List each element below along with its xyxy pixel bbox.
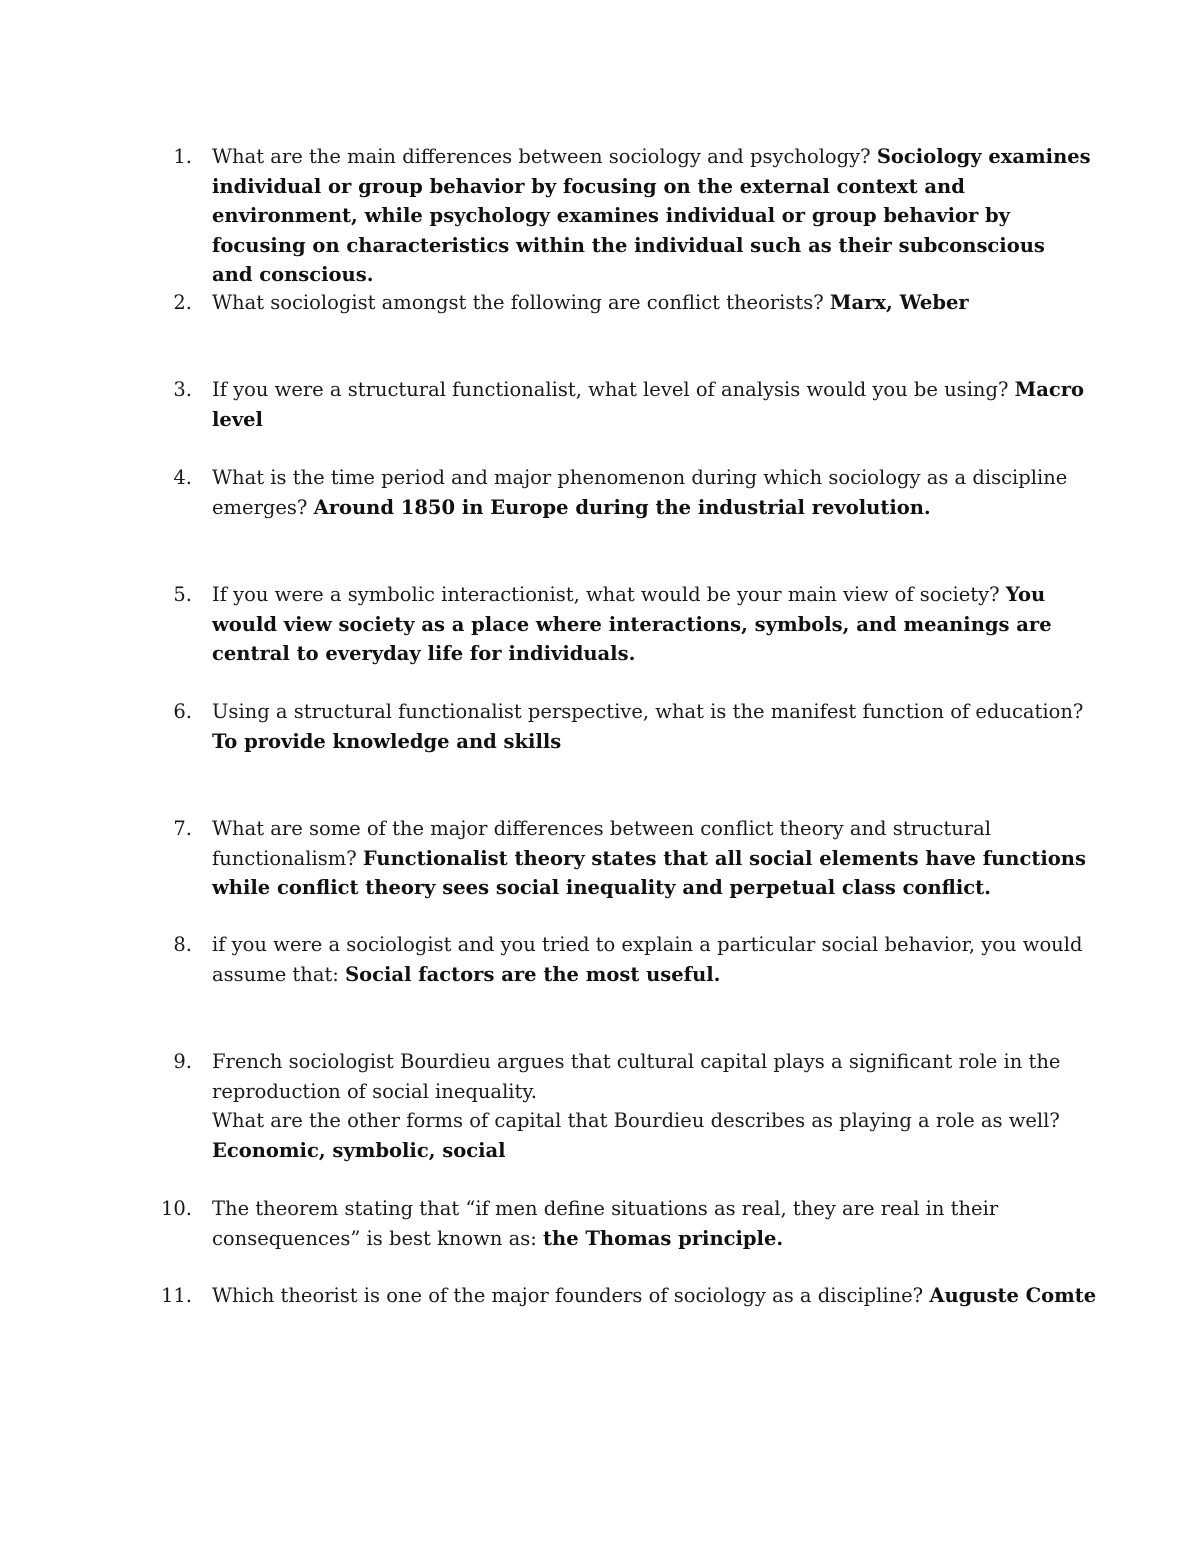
question-number: 8. <box>173 933 192 956</box>
question-text: If you were a symbolic interactionist, what would be your main view of society? <box>212 583 1006 606</box>
question-number: 6. <box>173 700 192 723</box>
question-text-continued: What are the other forms of capital that Bourdieu describes as playing a role as well? <box>212 1109 1060 1132</box>
answer-text: Social factors are the most useful. <box>345 962 721 986</box>
question-number: 2. <box>173 291 192 314</box>
question-text: What are the main differences between sociology and psychology? <box>212 145 877 168</box>
question-text: What sociologist amongst the following are conflict theorists? <box>212 291 830 314</box>
question-number: 10. <box>160 1197 192 1220</box>
question-number: 5. <box>173 583 192 606</box>
question-number: 9. <box>173 1050 192 1073</box>
question-text: Using a structural functionalist perspective, what is the manifest function of education? <box>212 700 1084 723</box>
question-item-11 <box>160 1281 1112 1311</box>
question-item-4 <box>173 463 1092 522</box>
question-text: If you were a structural functionalist, what level of analysis would you be using? <box>212 378 1015 401</box>
question-item-5 <box>173 580 1092 669</box>
question-text: French sociologist Bourdieu argues that cultural capital plays a significant role in the reproduction of social inequality. <box>212 1050 1061 1103</box>
question-item-2 <box>173 288 1092 318</box>
question-number: 11. <box>160 1284 192 1307</box>
answer-text: Auguste Comte <box>929 1284 1097 1307</box>
answer-text: Economic, symbolic, social <box>212 1138 506 1162</box>
question-text: What are some of the major differences between conflict theory and structural functionalism? <box>212 817 991 870</box>
question-number: 7. <box>173 817 192 840</box>
answer-text: Sociology examines individual or group behavior by focusing on the external context and environment, while psychology examines individual or group behavior by focusing on characteristics within the individual such as their subconscious and conscious. <box>212 145 1091 286</box>
answer-text: You would view society as a place where interactions, symbols, and meanings are central to everyday life for individuals. <box>212 583 1052 665</box>
answer-text: the Thomas principle. <box>543 1226 784 1250</box>
question-text: if you were a sociologist and you tried to explain a particular social behavior, you would assume that: <box>212 933 1083 986</box>
answer-text: Macro level <box>212 378 1084 431</box>
question-text: Which theorist is one of the major founders of sociology as a discipline? <box>212 1284 930 1307</box>
question-item-6 <box>173 697 1092 756</box>
answer-text: Marx, Weber <box>829 291 969 314</box>
question-number: 4. <box>173 466 192 489</box>
question-text: What is the time period and major phenomenon during which sociology as a discipline emerges? <box>212 466 1068 519</box>
question-item-10 <box>160 1194 1092 1253</box>
question-number: 1. <box>173 145 192 168</box>
answer-text: Functionalist theory states that all social elements have functions while conflict theory sees social inequality and perpetual class conflict. <box>212 846 1086 899</box>
question-item-3 <box>173 375 1092 434</box>
question-item-7 <box>173 814 1092 903</box>
answer-text: Around 1850 in Europe during the industrial revolution. <box>313 495 931 519</box>
answer-text: To provide knowledge and skills <box>212 729 562 753</box>
question-item-9 <box>173 1047 1092 1165</box>
question-text: The theorem stating that “if men define situations as real, they are real in their consequences” is best known as: <box>212 1197 999 1250</box>
question-item-8 <box>173 930 1092 989</box>
question-number: 3. <box>173 378 192 401</box>
question-item-1 <box>173 142 1092 290</box>
